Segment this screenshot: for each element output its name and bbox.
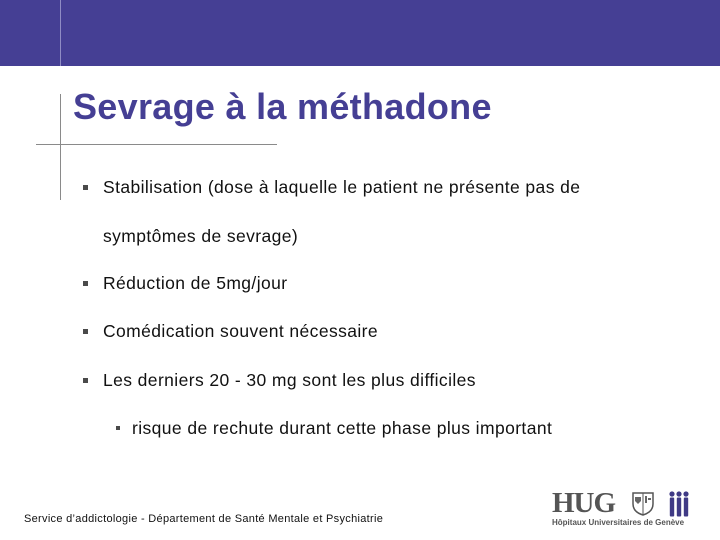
bullet-text: Stabilisation (dose à laquelle le patient ne présente pas de <box>103 177 581 197</box>
people-icon <box>668 490 690 518</box>
bullet-square-icon <box>83 329 88 334</box>
decorative-horizontal-line <box>36 144 277 145</box>
bullet-text: symptômes de sevrage) <box>103 226 299 246</box>
hug-logo <box>550 488 700 532</box>
header-divider <box>60 0 61 66</box>
bullet-square-icon <box>83 378 88 383</box>
bullet-item <box>103 320 378 342</box>
bullet-square-icon <box>83 185 88 190</box>
decorative-vertical-line <box>60 94 61 200</box>
sub-bullet-item <box>132 417 552 439</box>
bullet-square-icon <box>83 281 88 286</box>
header-band <box>0 0 720 66</box>
logo-subtitle: Hôpitaux Universitaires de Genève <box>552 518 685 527</box>
bullet-square-icon <box>116 426 120 430</box>
sub-bullet-text: risque de rechute durant cette phase plus important <box>132 418 553 438</box>
bullet-item <box>103 369 476 391</box>
slide-footer: Service d’addictologie - Département de Santé Mentale et Psychiatrie <box>24 513 384 525</box>
bullet-text: Les derniers 20 - 30 mg sont les plus difficiles <box>103 370 476 390</box>
bullet-continuation <box>103 225 298 247</box>
slide-title: Sevrage à la méthadone <box>73 86 492 127</box>
bullet-item <box>103 176 580 198</box>
bullet-text: Comédication souvent nécessaire <box>103 321 379 341</box>
geneva-shield-icon <box>632 492 654 516</box>
logo-wordmark: HUG <box>552 487 616 519</box>
bullet-item <box>103 272 287 294</box>
bullet-text: Réduction de 5mg/jour <box>103 273 288 293</box>
